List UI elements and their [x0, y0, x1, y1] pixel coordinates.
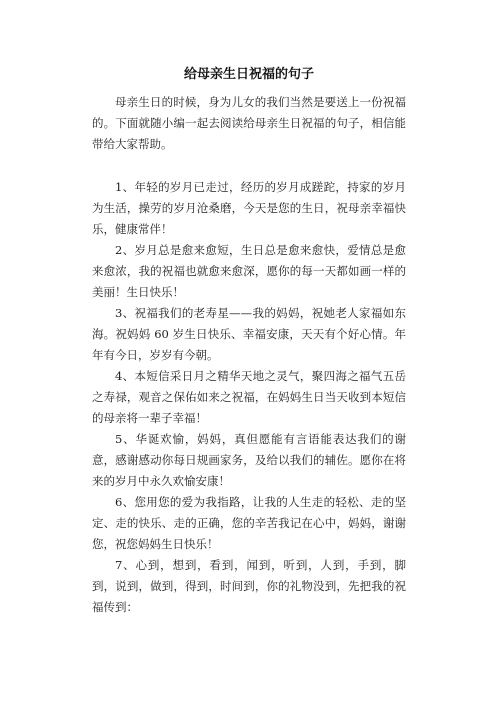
intro-paragraph: 母亲生日的时候，身为儿女的我们当然是要送上一份祝福的。下面就随小编一起去阅读给母亲生日祝福的句子，相信能带给大家帮助。 [92, 95, 406, 151]
paragraph-1: 1、年轻的岁月已走过，经历的岁月成蹉跎，持家的岁月为生活，操劳的岁月沧桑磨，今天是您的生日，祝母亲幸福快乐，健康常伴！ [92, 180, 406, 236]
paragraph-6: 6、您用您的爱为我指路，让我的人生走的轻松、走的坚定、走的快乐、走的正确，您的辛苦我记在心中，妈妈，谢谢您，祝您妈妈生日快乐！ [92, 495, 406, 551]
paragraph-5: 5、华诞欢愉，妈妈，真但愿能有言语能表达我们的谢意，感谢感动你每日规画家务，及给以我们的辅佐。愿你在将来的岁月中永久欢愉安康！ [92, 432, 406, 488]
paragraph-3: 3、祝福我们的老寿星——我的妈妈，祝她老人家福如东海。祝妈妈 60 岁生日快乐、幸福安康，天天有个好心情。年年有今日，岁岁有今朝。 [92, 306, 406, 362]
document-title: 给母亲生日祝福的句子 [183, 67, 314, 82]
paragraph-2: 2、岁月总是愈来愈短，生日总是愈来愈快，爱情总是愈来愈浓，我的祝福也就愈来愈深，愿你的每一天都如画一样的美丽！生日快乐！ [92, 243, 406, 299]
paragraph-4: 4、本短信采日月之精华天地之灵气，聚四海之福气五岳之寿禄，观音之保佑如来之祝福，在妈妈生日当天收到本短信的母亲将一辈子幸福！ [92, 369, 406, 425]
paragraph-7: 7、心到，想到，看到，闻到，听到，人到，手到，脚到，说到，做到，得到，时间到，你的礼物没到，先把我的祝福传到： [92, 558, 406, 614]
document-page [92, 66, 406, 618]
